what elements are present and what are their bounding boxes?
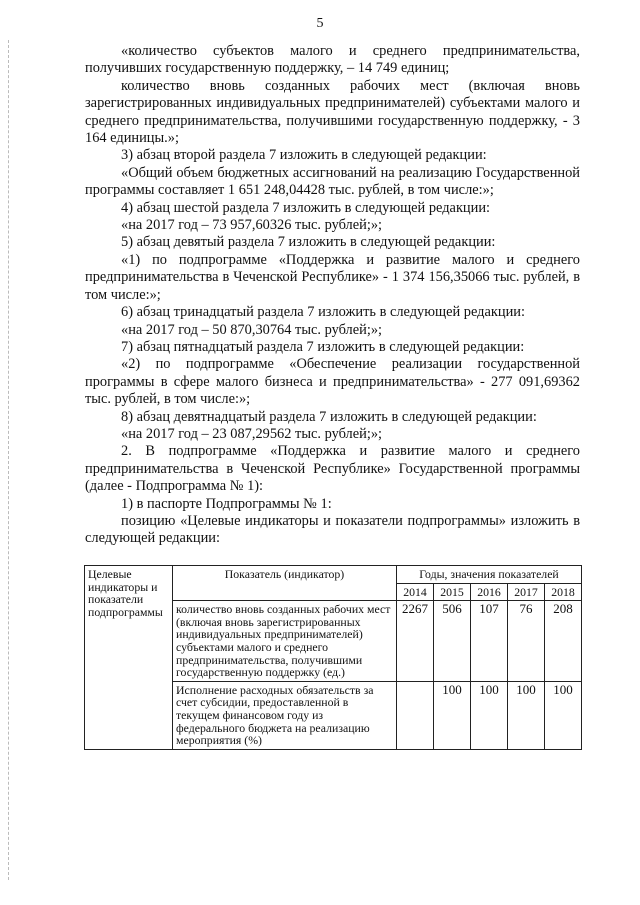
year-header: 2016 [471, 583, 508, 601]
paragraph: «на 2017 год – 23 087,29562 тыс. рублей;»; [121, 425, 383, 442]
value-cell: 76 [508, 601, 545, 682]
paragraph: 2. В подпрограмме «Поддержка и развитие малого и среднего предпринимательства в Чеченской Республике» Государственной программы (далее - Подпрограмма № 1): [85, 443, 580, 495]
indicator-cell: количество вновь созданных рабочих мест (включая вновь зарегистрированных индивидуальных предпринимателей) субъектами малого и среднего предпринимательства, получившими государственную поддержку (ед.) [173, 601, 397, 682]
section-label-cell: Целевые индикаторы и показатели подпрограммы [85, 566, 173, 750]
value-cell: 100 [434, 681, 471, 749]
paragraph: «Общий объем бюджетных ассигнований на реализацию Государственной программы составляет 1 651 248,04428 тыс. рублей, в том числе:»; [85, 164, 580, 199]
value-cell: 2267 [397, 601, 434, 682]
paragraph: 1) в паспорте Подпрограммы № 1: [121, 495, 332, 512]
indicator-header: Показатель (индикатор) [173, 566, 397, 601]
value-cell: 506 [434, 601, 471, 682]
paragraph: 3) абзац второй раздела 7 изложить в следующей редакции: [121, 147, 487, 164]
paragraph: 7) абзац пятнадцатый раздела 7 изложить в следующей редакции: [121, 338, 525, 355]
year-header: 2017 [508, 583, 545, 601]
paragraph: «количество субъектов малого и среднего предпринимательства, получивших государственную поддержку, – 14 749 единиц; [85, 43, 580, 77]
paragraph: «на 2017 год – 50 870,30764 тыс. рублей;»; [121, 321, 383, 338]
paragraph: количество вновь созданных рабочих мест (включая вновь зарегистрированных индивидуальных предпринимателей) субъектами малого и среднего предпринимательства, получившими государственную поддержку, - 3 164 единицы.»; [85, 77, 580, 147]
document-body [85, 43, 580, 548]
years-header: Годы, значения показателей [397, 566, 582, 584]
value-cell: 107 [471, 601, 508, 682]
indicator-cell: Исполнение расходных обязательств за счет субсидии, предоставленной в текущем финансовом году из федерального бюджета на реализацию мероприятия (%) [173, 681, 397, 749]
paragraph: «2) по подпрограмме «Обеспечение реализации государственной программы в сфере малого бизнеса и предпринимательства» - 277 091,69362 тыс. рублей, в том числе:»; [85, 356, 580, 408]
year-header: 2015 [434, 583, 471, 601]
value-cell: 100 [508, 681, 545, 749]
year-header: 2014 [397, 583, 434, 601]
paragraph: позицию «Целевые индикаторы и показатели подпрограммы» изложить в следующей редакции: [85, 512, 580, 547]
paragraph: 5) абзац девятый раздела 7 изложить в следующей редакции: [121, 234, 496, 251]
scan-edge [8, 40, 10, 880]
value-cell: 100 [471, 681, 508, 749]
page-number: 5 [316, 16, 324, 31]
paragraph: 8) абзац девятнадцатый раздела 7 изложить в следующей редакции: [121, 408, 537, 425]
value-cell: 100 [545, 681, 582, 749]
value-cell: 208 [545, 601, 582, 682]
indicators-table [84, 565, 582, 750]
paragraph: 6) абзац тринадцатый раздела 7 изложить в следующей редакции: [121, 304, 525, 321]
paragraph: «1) по подпрограмме «Поддержка и развитие малого и среднего предпринимательства в Чеченской Республике» - 1 374 156,35066 тыс. рублей, в том числе:»; [85, 251, 580, 303]
value-cell [397, 681, 434, 749]
paragraph: 4) абзац шестой раздела 7 изложить в следующей редакции: [121, 199, 491, 216]
year-header: 2018 [545, 583, 582, 601]
paragraph: «на 2017 год – 73 957,60326 тыс. рублей;»; [121, 217, 383, 234]
